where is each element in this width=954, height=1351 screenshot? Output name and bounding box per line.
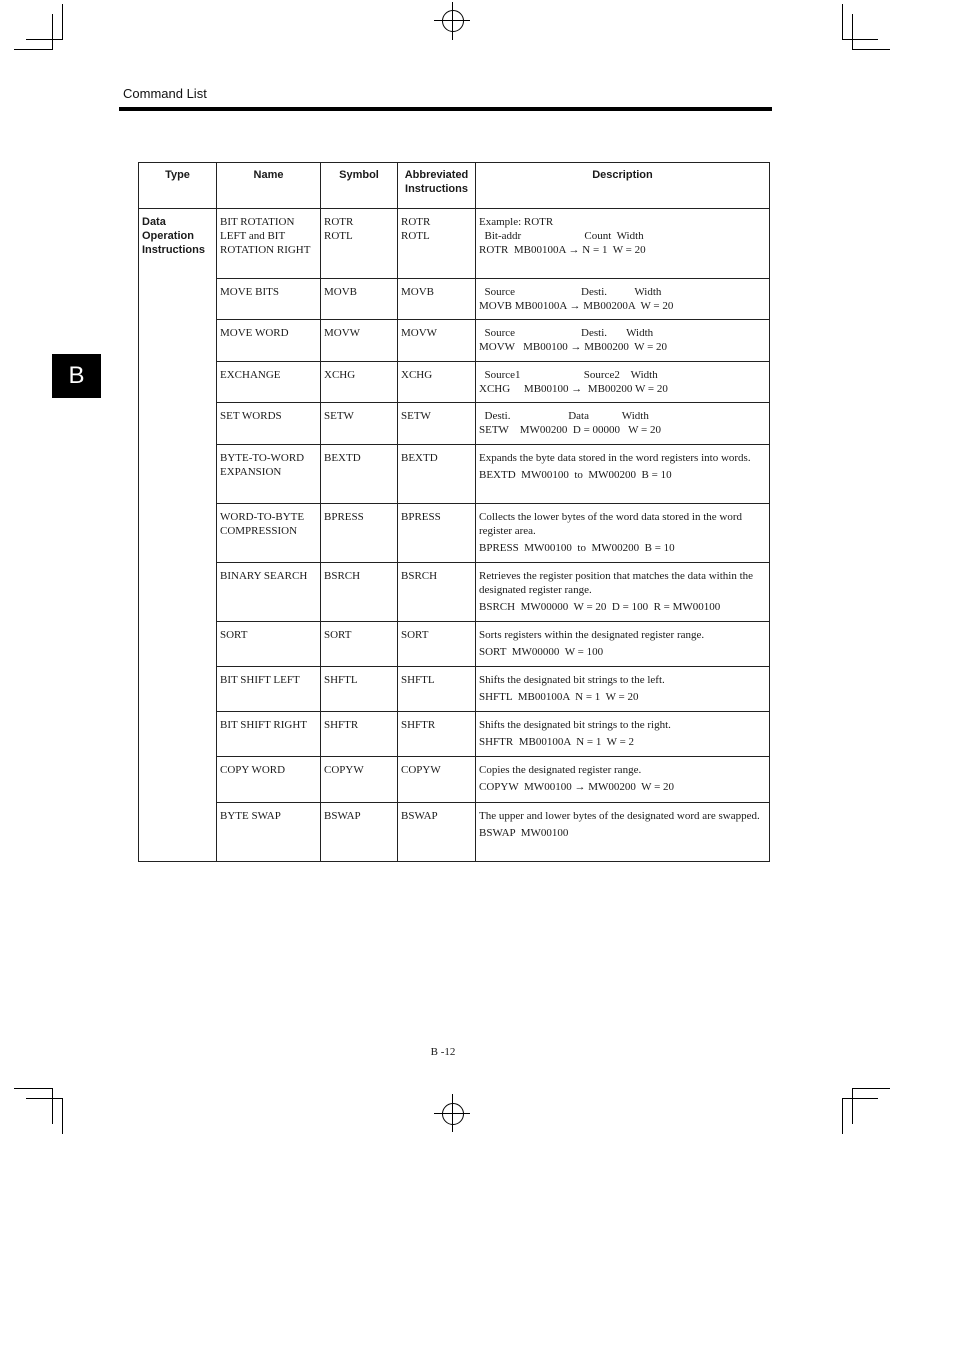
description-cell	[476, 622, 770, 667]
symbol-cell: SHFTR	[321, 712, 398, 757]
table-body	[139, 209, 770, 862]
description-cell	[476, 803, 770, 862]
table-row	[139, 757, 770, 803]
description-cell	[476, 712, 770, 757]
table-row	[139, 803, 770, 862]
crop-mark	[52, 1088, 53, 1124]
description-cell	[476, 504, 770, 563]
crop-mark	[842, 39, 878, 40]
description-cell	[476, 279, 770, 320]
crop-mark	[842, 1098, 843, 1134]
abbreviated-cell: MOVB	[398, 279, 476, 320]
column-header-description: Description	[476, 163, 770, 209]
name-cell: BYTE-TO-WORD EXPANSION	[217, 445, 321, 504]
type-cell: Data Operation Instructions	[139, 209, 217, 862]
symbol-cell: BEXTD	[321, 445, 398, 504]
description-text: Retrieves the register position that matches the data within the designated register range.	[479, 570, 754, 596]
crop-mark	[52, 14, 53, 50]
abbreviated-cell: SHFTR	[398, 712, 476, 757]
example-line: Bit-addr Count Width	[479, 230, 644, 242]
crop-mark	[14, 49, 52, 50]
crop-mark	[62, 4, 63, 40]
example-line: Desti. Data Width	[479, 410, 649, 422]
example-line: COPYW MW00100 → MW00200 W = 20	[479, 781, 675, 793]
example-line: Source Desti. Width	[479, 327, 654, 339]
table-row	[139, 362, 770, 403]
symbol-cell: SORT	[321, 622, 398, 667]
header-rule	[119, 107, 772, 111]
example-line: BSWAP MW00100	[479, 827, 569, 839]
crop-mark	[852, 1088, 853, 1124]
example-line: ROTR MB00100A → N = 1 W = 20	[479, 244, 646, 256]
name-cell: BYTE SWAP	[217, 803, 321, 862]
example-line: MOVW MB00100 → MB00200 W = 20	[479, 341, 668, 353]
crop-mark	[26, 1098, 62, 1099]
crop-mark	[852, 49, 890, 50]
abbreviated-cell: MOVW	[398, 320, 476, 362]
example-line: Example: ROTR	[479, 216, 554, 228]
name-cell: BIT SHIFT RIGHT	[217, 712, 321, 757]
table-header-row	[139, 163, 770, 209]
symbol-cell: BPRESS	[321, 504, 398, 563]
abbreviated-cell: SHFTL	[398, 667, 476, 712]
example-line: SORT MW00000 W = 100	[479, 646, 604, 658]
crop-mark	[452, 2, 453, 40]
description-text: Shifts the designated bit strings to the right.	[479, 719, 671, 731]
example-line: Source1 Source2 Width	[479, 369, 658, 381]
symbol-cell: COPYW	[321, 757, 398, 803]
example-line: XCHG MB00100 → MB00200 W = 20	[479, 383, 668, 395]
crop-mark	[14, 1088, 52, 1089]
table-row	[139, 622, 770, 667]
example-line: SETW MW00200 D = 00000 W = 20	[479, 424, 661, 436]
abbreviated-cell: ROTR ROTL	[398, 209, 476, 279]
description-text: Shifts the designated bit strings to the left.	[479, 674, 665, 686]
description-text: Sorts registers within the designated register range.	[479, 629, 705, 641]
table-row	[139, 563, 770, 622]
description-cell	[476, 445, 770, 504]
abbreviated-cell: COPYW	[398, 757, 476, 803]
crop-mark	[842, 1098, 878, 1099]
command-table	[138, 162, 770, 862]
description-text: Collects the lower bytes of the word data stored in the word register area.	[479, 511, 743, 537]
crop-mark	[842, 4, 843, 40]
symbol-cell: ROTR ROTL	[321, 209, 398, 279]
example-line: SHFTR MB00100A N = 1 W = 2	[479, 736, 635, 748]
name-cell: MOVE WORD	[217, 320, 321, 362]
column-header-type: Type	[139, 163, 217, 209]
table-row	[139, 504, 770, 563]
example-line: BEXTD MW00100 to MW00200 B = 10	[479, 469, 672, 481]
name-cell: COPY WORD	[217, 757, 321, 803]
symbol-cell: MOVW	[321, 320, 398, 362]
name-cell: SORT	[217, 622, 321, 667]
example-line: MOVB MB00100A → MB00200A W = 20	[479, 300, 674, 312]
symbol-cell: BSRCH	[321, 563, 398, 622]
abbreviated-cell: BPRESS	[398, 504, 476, 563]
table-row	[139, 320, 770, 362]
example-line: SHFTL MB00100A N = 1 W = 20	[479, 691, 639, 703]
table-row	[139, 445, 770, 504]
abbreviated-cell: BSRCH	[398, 563, 476, 622]
description-text: Copies the designated register range.	[479, 764, 642, 776]
column-header-abbreviated: Abbreviated Instructions	[398, 163, 476, 209]
table-row	[139, 712, 770, 757]
table-row	[139, 279, 770, 320]
description-text: The upper and lower bytes of the designated word are swapped.	[479, 810, 760, 822]
example-line: BSRCH MW00000 W = 20 D = 100 R = MW00100	[479, 601, 721, 613]
description-cell	[476, 563, 770, 622]
crop-mark	[434, 20, 470, 21]
table-row	[139, 403, 770, 445]
symbol-cell: BSWAP	[321, 803, 398, 862]
crop-mark	[62, 1098, 63, 1134]
example-line: BPRESS MW00100 to MW00200 B = 10	[479, 542, 675, 554]
description-cell	[476, 209, 770, 279]
name-cell: MOVE BITS	[217, 279, 321, 320]
column-header-name: Name	[217, 163, 321, 209]
name-cell: BIT ROTATION LEFT and BIT ROTATION RIGHT	[217, 209, 321, 279]
symbol-cell: SETW	[321, 403, 398, 445]
description-cell	[476, 403, 770, 445]
table-row	[139, 667, 770, 712]
example-line: Source Desti. Width	[479, 286, 662, 298]
name-cell: WORD-TO-BYTE COMPRESSION	[217, 504, 321, 563]
name-cell: EXCHANGE	[217, 362, 321, 403]
name-cell: BINARY SEARCH	[217, 563, 321, 622]
registration-mark-icon	[442, 1103, 464, 1125]
crop-mark	[852, 1088, 890, 1089]
page-number: B -12	[430, 1046, 456, 1058]
section-tab	[52, 354, 101, 398]
crop-mark	[26, 39, 62, 40]
symbol-cell: SHFTL	[321, 667, 398, 712]
abbreviated-cell: SORT	[398, 622, 476, 667]
abbreviated-cell: XCHG	[398, 362, 476, 403]
abbreviated-cell: BSWAP	[398, 803, 476, 862]
column-header-symbol: Symbol	[321, 163, 398, 209]
description-cell	[476, 757, 770, 803]
symbol-cell: XCHG	[321, 362, 398, 403]
abbreviated-cell: BEXTD	[398, 445, 476, 504]
crop-mark	[434, 1113, 470, 1114]
table-row	[139, 209, 770, 279]
description-text: Expands the byte data stored in the word registers into words.	[479, 452, 751, 464]
section-tab-letter: B	[68, 362, 85, 389]
page-header-title: Command List	[123, 86, 207, 101]
crop-mark	[852, 14, 853, 50]
description-cell	[476, 667, 770, 712]
description-cell	[476, 320, 770, 362]
abbreviated-cell: SETW	[398, 403, 476, 445]
name-cell: SET WORDS	[217, 403, 321, 445]
name-cell: BIT SHIFT LEFT	[217, 667, 321, 712]
registration-mark-icon	[442, 10, 464, 32]
symbol-cell: MOVB	[321, 279, 398, 320]
description-cell	[476, 362, 770, 403]
